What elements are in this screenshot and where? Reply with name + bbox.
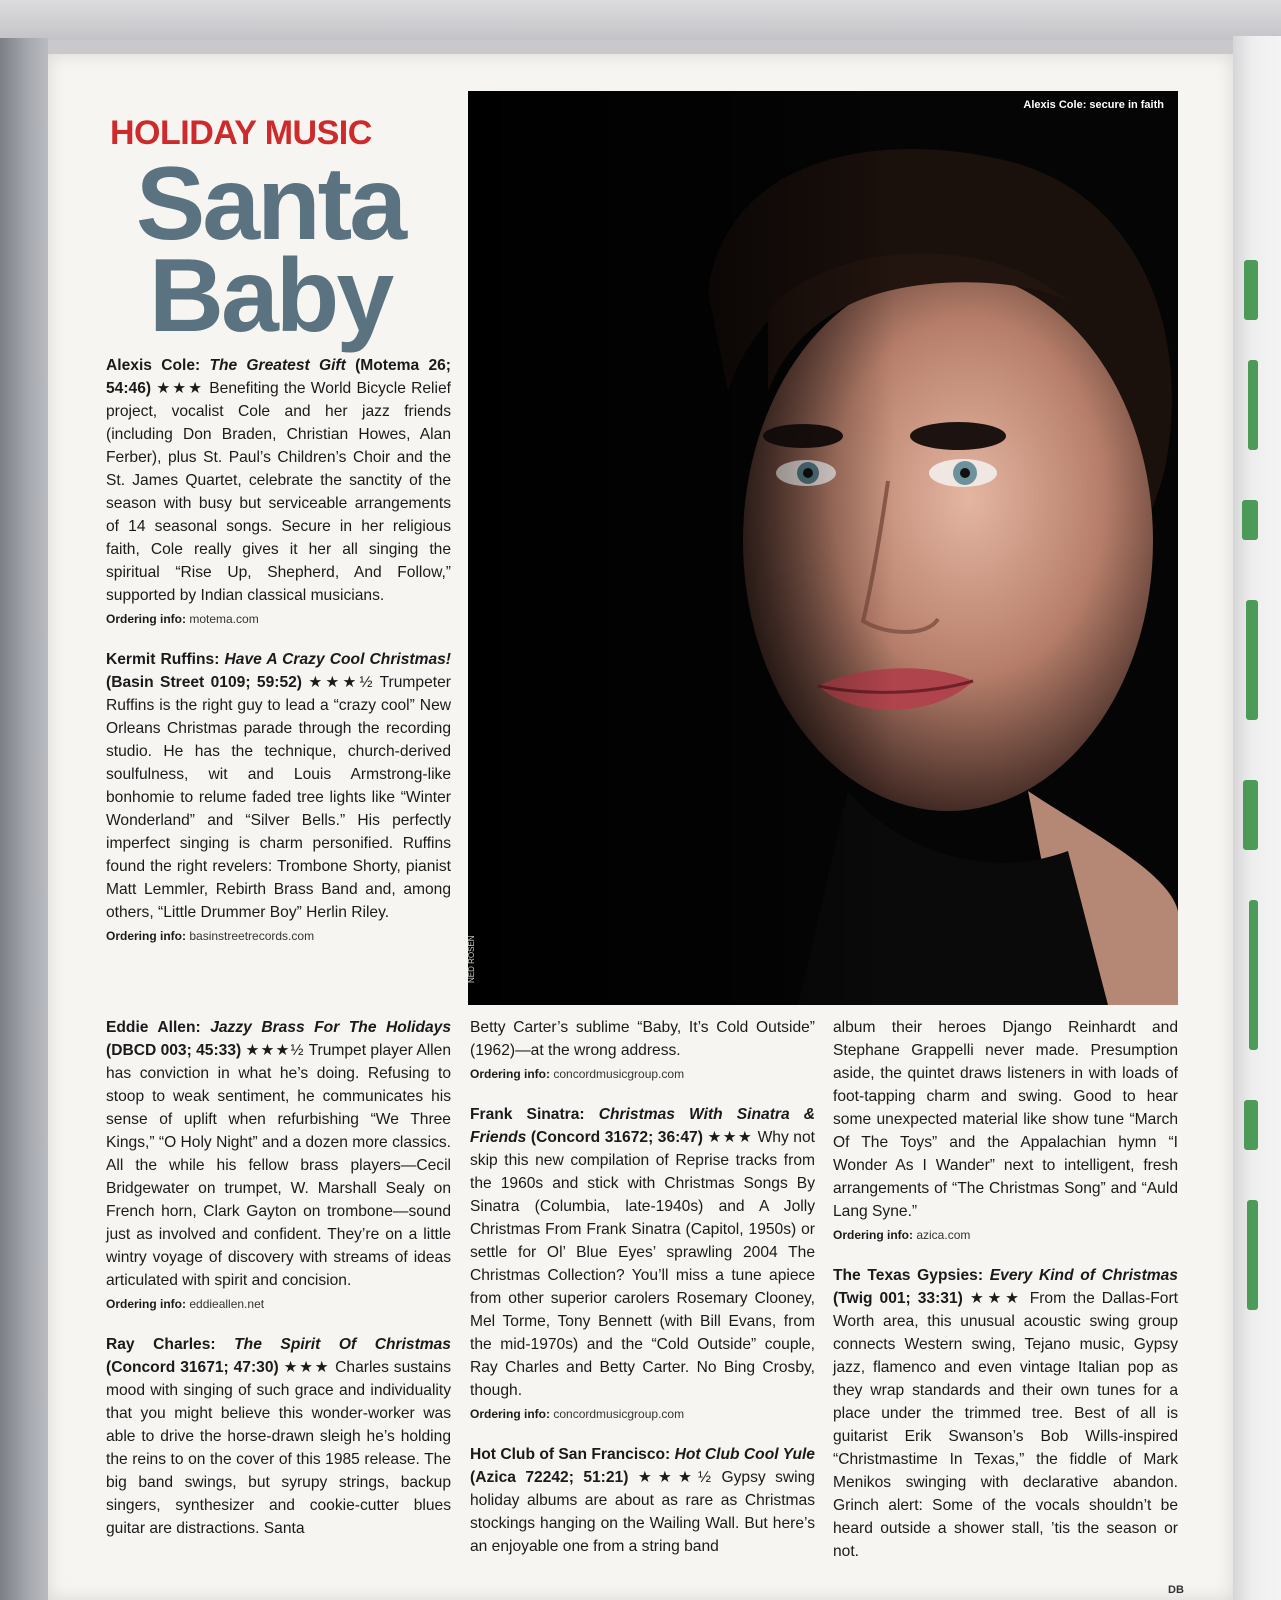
review-artist: The Texas Gypsies: [833, 1267, 984, 1284]
ordering-link[interactable]: concordmusicgroup.com [553, 1067, 685, 1081]
review-catalog: (Motema 26; 54:46) [106, 357, 451, 397]
headline-line-2: Baby [148, 238, 392, 354]
ordering-info [106, 926, 451, 946]
review-frank-sinatra [470, 1103, 815, 1424]
ordering-label: Ordering info: [106, 929, 186, 943]
magazine-spine [0, 38, 48, 1600]
review-rating: ★★★ [969, 1290, 1023, 1307]
review-catalog: (Concord 31672; 36:47) [530, 1129, 703, 1146]
review-ray-charles [106, 1333, 451, 1540]
review-rating: ★★★ [707, 1129, 754, 1146]
scan-top-edge [0, 0, 1281, 40]
page-headline [110, 146, 430, 354]
review-text: From the Dallas-Fort Worth area, this unusual acoustic swing group connects Western swing, Tejano music, Gypsy jazz, flamenco and even vintage Italian pop as they wrap standards and their own tunes for a place under the trimmed tree. Best of all is guitarist Erik Swanson’s Bob Wills-inspired “Christmastime In Texas,” the fiddle of Mark Menikos swinging with declarative abandon. Grinch alert: Some of the vocals shouldn’t be heard outside a shower stall, ’tis the season or not. [833, 1290, 1178, 1560]
review-artist: Eddie Allen: [106, 1019, 201, 1036]
review-album: Have A Crazy Cool Christmas! [224, 651, 451, 668]
column-1-lower [106, 1016, 451, 1559]
review-text: album their heroes Django Reinhardt and Stephane Grappelli never made. Presumption aside, the quintet draws listeners in with loads of foot-tapping charm and swing. Good to hear some unexpected material like show tune “March Of The Toys” and the Appalachian hymn “I Wonder As I Wander” next to intelligent, fresh arrangements of “The Christmas Song” and “Auld Lang Syne.” [833, 1019, 1178, 1220]
review-album: The Greatest Gift [209, 357, 346, 374]
column-2 [470, 1016, 815, 1577]
page-mark: DB [1168, 1584, 1184, 1596]
portrait-photo [468, 91, 1178, 1005]
ordering-label: Ordering info: [106, 1297, 186, 1311]
column-1-upper [106, 354, 451, 965]
review-artist: Ray Charles: [106, 1336, 216, 1353]
review-artist: Hot Club of San Francisco: [470, 1446, 671, 1463]
review-ray-charles-continued [470, 1016, 815, 1084]
ordering-label: Ordering info: [470, 1407, 550, 1421]
review-text: Why not skip this new compilation of Reprise tracks from the 1960s and stick with Christmas Songs By Sinatra (Columbia, late-1940s) and A Jolly Christmas From Frank Sinatra (Capitol, 1950s) or settle for Ol’ Blue Eyes’ sprawling 2004 The Christmas Collection? You’ll miss a tune apiece from other superior carolers Rosemary Clooney, Mel Torme, Tony Bennett (with Bill Evans, from the mid-1970s) and the “Cold Outside” couple, Ray Charles and Betty Carter. No Bing Crosby, though. [470, 1129, 815, 1399]
review-artist: Alexis Cole: [106, 357, 201, 374]
ordering-info [106, 1294, 451, 1314]
green-print-strip [1240, 240, 1264, 1440]
review-text: Gypsy swing holiday albums are about as rare as Christmas stockings hanging on the Wailing Wall. But here’s an enjoyable one from a string band [470, 1469, 815, 1555]
ordering-label: Ordering info: [833, 1228, 913, 1242]
portrait-illustration [468, 91, 1178, 1005]
ordering-label: Ordering info: [106, 612, 186, 626]
headline-line-1: Santa [135, 146, 405, 262]
ordering-link[interactable]: azica.com [916, 1228, 971, 1242]
photo-caption: Alexis Cole: secure in faith [1023, 99, 1164, 111]
review-text: Charles sustains mood with singing of such grace and individuality that you might believe this wonder-worker was able to drive the horse-drawn sleigh he’s holding the reins to on the cover of this 1985 release. The big band swings, but syrupy strings, backup singers, synthesizer and cookie-cutter blues guitar are distractions. Santa [106, 1359, 451, 1537]
magazine-page [48, 54, 1233, 1600]
ordering-info [106, 609, 451, 629]
review-rating: ★★★ [156, 380, 205, 397]
review-album: The Spirit Of Christmas [234, 1336, 451, 1353]
review-hot-club-continued [833, 1016, 1178, 1245]
ordering-link[interactable]: motema.com [189, 612, 259, 626]
review-kermit-ruffins [106, 648, 451, 946]
review-text: Trumpeter Ruffins is the right guy to lead a “crazy cool” New Orleans Christmas parade through the recording studio. He has the technique, church-derived soulfulness, wit and Louis Armstrong-like bonhomie to relume faded tree lights like “Winter Wonderland” and “Silver Bells.” His perfectly imperfect singing is charm personified. Ruffins found the right revelers: Trombone Shorty, pianist Matt Lemmler, Rebirth Brass Band and, among others, “Little Drummer Boy” Herlin Riley. [106, 674, 451, 921]
section-kicker: HOLIDAY MUSIC [110, 114, 372, 152]
ordering-link[interactable]: concordmusicgroup.com [553, 1407, 685, 1421]
review-rating: ★★★½ [245, 1042, 305, 1059]
review-text: Trumpet player Allen has conviction in what he’s doing. Refusing to stoop to weak sentiment, he communicates his sense of uplift when refurbishing “We Three Kings,” “O Holy Night” and a dozen more classics. All the while his fellow brass players—Cecil Bridgewater on trumpet, W. Marshall Sealy on French horn, Clark Gayton on trombone—sound just as involved and confident. They’re on a little wintry voyage of discovery with streams of ideas articulated with spirit and concision. [106, 1042, 451, 1289]
column-3 [833, 1016, 1178, 1582]
review-text: Benefiting the World Bicycle Relief project, vocalist Cole and her jazz friends (including Don Braden, Christian Howes, Alan Ferber), plus St. Paul’s Children’s Choir and the St. James Quartet, celebrate the sanctity of the season with busy but serviceable arrangements of 14 seasonal songs. Secure in her religious faith, Cole really gives it her all singing the spiritual “Rise Up, Shepherd, And Follow,” supported by Indian classical musicians. [106, 380, 451, 604]
ordering-info [833, 1225, 1178, 1245]
review-text: Betty Carter’s sublime “Baby, It’s Cold Outside” (1962)—at the wrong address. [470, 1019, 815, 1059]
review-rating: ★★★½ [308, 674, 374, 691]
review-catalog: (DBCD 003; 45:33) [106, 1042, 242, 1059]
review-album: Every Kind of Christmas [989, 1267, 1178, 1284]
review-catalog: (Twig 001; 33:31) [833, 1290, 963, 1307]
ordering-info [470, 1404, 815, 1424]
review-alexis-cole [106, 354, 451, 629]
ordering-info [470, 1064, 815, 1084]
review-album: Jazzy Brass For The Holidays [210, 1019, 451, 1036]
ordering-label: Ordering info: [470, 1067, 550, 1081]
review-artist: Frank Sinatra: [470, 1106, 585, 1123]
ordering-link[interactable]: basinstreetrecords.com [189, 929, 315, 943]
review-rating: ★★★ [283, 1359, 331, 1376]
review-texas-gypsies [833, 1264, 1178, 1563]
photo-credit: NED ROSEN [467, 935, 476, 983]
review-catalog: (Azica 72242; 51:21) [470, 1469, 629, 1486]
review-catalog: (Basin Street 0109; 59:52) [106, 674, 302, 691]
review-catalog: (Concord 31671; 47:30) [106, 1359, 279, 1376]
review-eddie-allen [106, 1016, 451, 1314]
ordering-link[interactable]: eddieallen.net [189, 1297, 265, 1311]
review-album: Christmas With Sinatra & Friends [470, 1106, 815, 1146]
review-hot-club-san-francisco [470, 1443, 815, 1558]
review-album: Hot Club Cool Yule [674, 1446, 815, 1463]
review-artist: Kermit Ruffins: [106, 651, 220, 668]
review-rating: ★★★½ [637, 1469, 713, 1486]
